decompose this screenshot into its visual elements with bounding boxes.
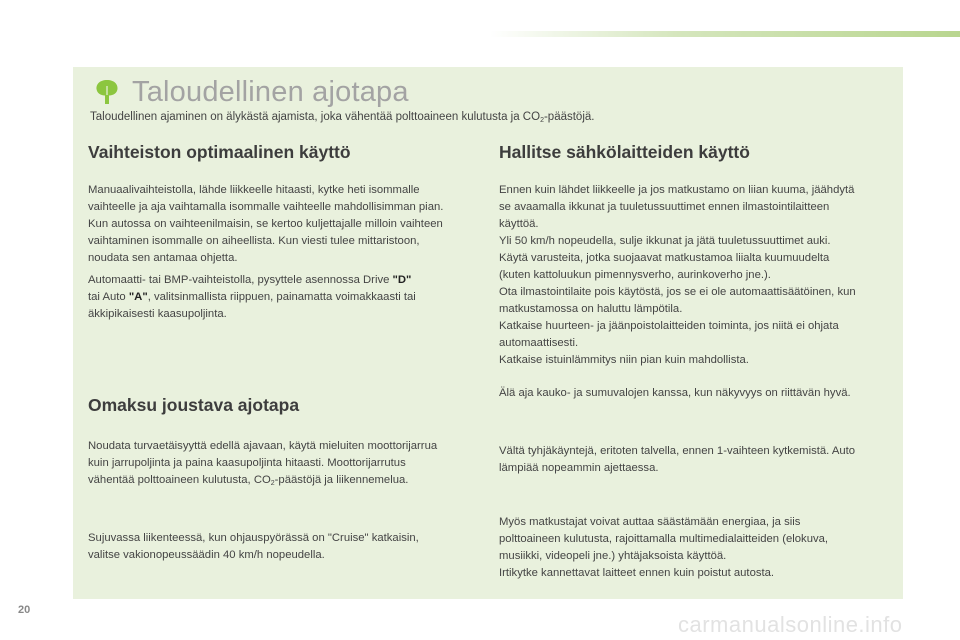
text-line: Myös matkustajat voivat auttaa säästämään energiaa, ja siis bbox=[499, 516, 801, 528]
text-line: Katkaise huurteen- ja jäänpoistolaitteiden toiminta, jos niitä ei ohjata bbox=[499, 320, 839, 332]
paragraph-climate bbox=[499, 182, 856, 369]
text-line: Katkaise istuinlämmitys niin pian kuin mahdollista. bbox=[499, 354, 749, 366]
text-line: Käytä varusteita, jotka suojaavat matkustamoa liialta kuumuudelta bbox=[499, 252, 830, 264]
text-line: musiikki, videopeli jne.) yhtäjaksoista käyttöä. bbox=[499, 550, 727, 562]
text-line: Ota ilmastointilaite pois käytöstä, jos se ei ole automaattisäätöinen, kun bbox=[499, 286, 856, 298]
text-line: Ennen kuin lähdet liikkeelle ja jos matkustamo on liian kuuma, jäähdytä bbox=[499, 184, 855, 196]
page-title-row bbox=[92, 74, 409, 110]
paragraph-idling bbox=[499, 443, 855, 477]
header-accent-bar bbox=[490, 31, 960, 37]
leaf-icon bbox=[92, 77, 122, 107]
paragraph-lights bbox=[499, 385, 851, 402]
text-line: Automaatti- tai BMP-vaihteistolla, pysyttele asennossa Drive "D" bbox=[88, 274, 412, 286]
text-line: Sujuvassa liikenteessä, kun ohjauspyörässä on "Cruise" katkaisin, bbox=[88, 532, 419, 544]
auto-mode-label: "A" bbox=[128, 291, 148, 303]
text-line: kuin jarrupoljinta ja paina kaasupoljinta hitaasti. Moottorijarrutus bbox=[88, 457, 406, 469]
text-line: polttoaineen kulutusta, rajoittamalla multimedialaitteiden (elokuva, bbox=[499, 533, 829, 545]
text-line: Kun autossa on vaihteenilmaisin, se kertoo kuljettajalle milloin vaihteen bbox=[88, 218, 443, 230]
text-line: automaattisesti. bbox=[499, 337, 579, 349]
text-line: matkustamossa on haluttu lämpötila. bbox=[499, 303, 683, 315]
page-subtitle: Taloudellinen ajaminen on älykästä ajamista, joka vähentää polttoaineen kulutusta ja $CO_2$-päästöjä. bbox=[90, 111, 595, 124]
text-line: vähentää polttoaineen kulutusta, $CO_2$-päästöjä ja liikennemelua. bbox=[88, 474, 409, 487]
drive-mode-label: "D" bbox=[392, 274, 412, 286]
text-line: Noudata turvaetäisyyttä edellä ajavaan, käytä mieluiten moottorijarrua bbox=[88, 440, 438, 452]
text-line: Manuaalivaihteistolla, lähde liikkeelle hitaasti, kytke heti isommalle bbox=[88, 184, 420, 196]
text-line: vaihteelle ja aja vaihtamalla isommalle vaihteelle mahdollisimman pian. bbox=[88, 201, 444, 213]
paragraph-manual-gearbox bbox=[88, 182, 443, 267]
text-line: käyttöä. bbox=[499, 218, 539, 230]
text-line: valitse vakionopeussäädin 40 km/h nopeudella. bbox=[88, 549, 325, 561]
heading-gearbox: Vaihteiston optimaalinen käyttö bbox=[88, 142, 351, 162]
watermark: carmanualsonline.info bbox=[678, 612, 903, 637]
text-line: se avaamalla ikkunat ja tuuletussuuttimet ennen ilmastointilaitteen bbox=[499, 201, 830, 213]
text-line: Yli 50 km/h nopeudella, sulje ikkunat ja jätä tuuletussuuttimet auki. bbox=[499, 235, 831, 247]
text-line: Älä aja kauko- ja sumuvalojen kanssa, kun näkyvyys on riittävän hyvä. bbox=[499, 387, 851, 399]
page-number: 20 bbox=[18, 604, 31, 616]
text-line: (kuten kattoluukun pimennysverho, aurinkoverho jne.). bbox=[499, 269, 771, 281]
text-line: lämpiää nopeammin ajettaessa. bbox=[499, 462, 659, 474]
paragraph-automatic-gearbox bbox=[88, 272, 416, 323]
text-line: tai Auto "A", valitsinmallista riippuen, painamatta voimakkaasti tai bbox=[88, 291, 416, 303]
text-line: Irtikytke kannettavat laitteet ennen kuin poistut autosta. bbox=[499, 567, 775, 579]
heading-flexible-driving: Omaksu joustava ajotapa bbox=[88, 395, 300, 415]
paragraph-safe-distance bbox=[88, 438, 437, 492]
text-line: noudata sen antamaa ohjetta. bbox=[88, 252, 238, 264]
page-title: Taloudellinen ajotapa bbox=[132, 75, 409, 108]
heading-electrical-devices: Hallitse sähkölaitteiden käyttö bbox=[499, 142, 750, 162]
text-line: vaihtaminen isommalle on aiheellista. Kun viesti tulee mittaristoon, bbox=[88, 235, 420, 247]
paragraph-cruise-control bbox=[88, 530, 419, 564]
paragraph-passengers bbox=[499, 514, 828, 582]
text-line: Vältä tyhjäkäyntejä, eritoten talvella, ennen 1-vaihteen kytkemistä. Auto bbox=[499, 445, 856, 457]
text-line: äkkipikaisesti kaasupoljinta. bbox=[88, 308, 227, 320]
